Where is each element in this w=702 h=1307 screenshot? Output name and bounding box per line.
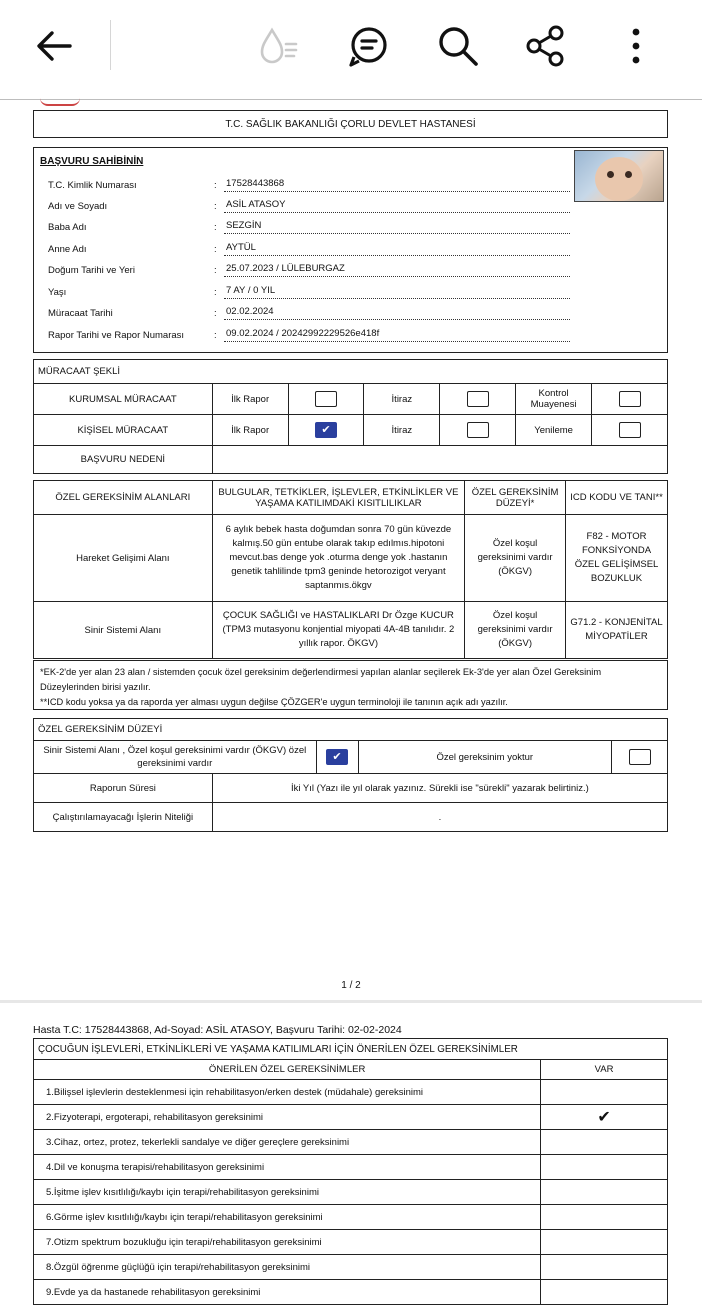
checkbox-objection-personal[interactable] [467, 422, 489, 438]
duration-value: İki Yıl (Yazı ile yıl olarak yazınız. Sürekli ise "sürekli" yazarak belirtiniz.) [212, 774, 667, 803]
needs-item-text: 6.Görme işlev kısıtlılığı/kaybı için terapi/rehabilitasyon gereksinimi [34, 1205, 541, 1230]
application-row-personal [34, 415, 668, 446]
needs-item-text: 8.Özgül öğrenme güçlüğü için terapi/rehabilitasyon gereksinimi [34, 1255, 541, 1280]
colon: : [214, 330, 217, 341]
applicant-row-mother [34, 242, 574, 260]
needs-item-row [34, 1155, 668, 1180]
need-level-option-1: Sinir Sistemi Alanı , Özel koşul gereksinimi vardır (ÖKGV) özel gereksinimi vardır [34, 741, 317, 774]
colon: : [214, 287, 217, 298]
applicant-section [33, 147, 668, 353]
needs-item-row [34, 1180, 668, 1205]
needs-area: Sinir Sistemi Alanı [34, 602, 213, 659]
colon: : [214, 308, 217, 319]
needs-findings: ÇOCUK SAĞLIĞI ve HASTALIKLARI Dr Özge KUCUR (TPM3 mutasyonu konjential miyopati 4A-4B tanılıdır. 2 yıllık rapor. ÖKGV) [212, 602, 465, 659]
applicant-row-report [34, 328, 574, 346]
applicant-value: 7 AY / 0 YIL [224, 285, 570, 299]
special-needs-table [33, 480, 668, 659]
applicant-label: Yaşı [48, 287, 67, 298]
needs-item-text: 4.Dil ve konuşma terapisi/rehabilitasyon gereksinimi [34, 1155, 541, 1180]
needs-item-row [34, 1130, 668, 1155]
applicant-label: Adı ve Soyadı [48, 201, 108, 212]
applicant-value: AYTÜL [224, 242, 570, 256]
more-options-icon[interactable] [612, 22, 660, 70]
col-needs-header: ÖNERİLEN ÖZEL GEREKSİNİMLER [34, 1060, 541, 1080]
colon: : [214, 201, 217, 212]
photo-eye [625, 171, 632, 178]
applicant-value: 25.07.2023 / LÜLEBURGAZ [224, 263, 570, 277]
needs-item-text: 9.Evde ya da hastanede rehabilitasyon gereksinimi [34, 1280, 541, 1305]
applicant-label: Müracaat Tarihi [48, 308, 113, 319]
header-area: ÖZEL GEREKSİNİM ALANLARI [34, 481, 213, 515]
needs-item-text: 7.Otizm spektrum bozukluğu için terapi/rehabilitasyon gereksinimi [34, 1230, 541, 1255]
applicant-row-father [34, 220, 574, 238]
needs-findings: 6 aylık bebek hasta doğumdan sonra 70 gün küvezde kalmış.50 gün entube olarak takıp edılmıs.hipotoni mevcut.bas denge yok .oturma denge yok .hastanın genetik tahlilinde tpm3 geninde hetorozigot veryant saptanmıs.ökgv [212, 515, 465, 602]
recommended-needs-table [33, 1038, 668, 1305]
colon: : [214, 244, 217, 255]
application-type-table [33, 359, 668, 474]
ai-assistant-icon[interactable] [344, 22, 392, 70]
checkbox-cell [612, 741, 668, 774]
photo-face [595, 157, 643, 201]
applicant-label: Anne Adı [48, 244, 87, 255]
needs-item-text: 1.Bilişsel işlevlerin desteklenmesi için rehabilitasyon/erken destek (müdahale) gereksinimi [34, 1080, 541, 1105]
option-label: İtiraz [364, 415, 440, 446]
applicant-value: 02.02.2024 [224, 306, 570, 320]
jobs-label: Çalıştırılamayacağı İşlerin Niteliği [34, 803, 213, 832]
checkbox-need-level-1[interactable]: ✔ [326, 749, 348, 765]
needs-level: Özel koşul gereksinimi vardır (ÖKGV) [465, 602, 566, 659]
application-kind: KURUMSAL MÜRACAAT [34, 384, 213, 415]
page-indicator: 1 / 2 [341, 980, 361, 991]
search-icon[interactable] [434, 22, 482, 70]
needs-item-row [34, 1080, 668, 1105]
application-reason-value [212, 446, 667, 474]
checkbox-cell [592, 415, 668, 446]
needs-item-text: 2.Fizyoterapi, ergoterapi, rehabilitasyon gereksinimi [34, 1105, 541, 1130]
need-level-option-2: Özel gereksinim yoktur [358, 741, 612, 774]
checkbox-first-report-institutional[interactable] [315, 391, 337, 407]
option-label: Yenileme [516, 415, 592, 446]
needs-item-mark [541, 1080, 668, 1105]
applicant-photo [574, 150, 664, 202]
needs-item-row [34, 1230, 668, 1255]
needs-item-mark [541, 1280, 668, 1305]
needs-row [34, 602, 668, 659]
applicant-row-birth [34, 263, 574, 281]
needs-item-text: 5.İşitme işlev kısıtlılığı/kaybı için terapi/rehabilitasyon gereksinimi [34, 1180, 541, 1205]
application-kind: KİŞİSEL MÜRACAAT [34, 415, 213, 446]
header-icd: ICD KODU VE TANI** [566, 481, 668, 515]
recommended-needs-title: ÇOCUĞUN İŞLEVLERİ, ETKİNLİKLERİ VE YAŞAMA KATILIMLARI İÇİN ÖNERİLEN ÖZEL GEREKSİNİMLER [34, 1039, 668, 1060]
applicant-value: 09.02.2024 / 20242992229526e418f [224, 328, 570, 342]
needs-item-mark [541, 1230, 668, 1255]
checkbox-cell [440, 384, 516, 415]
header-level: ÖZEL GEREKSİNİM DÜZEYİ* [465, 481, 566, 515]
header-findings: BULGULAR, TETKİKLER, İŞLEVLER, ETKİNLİKLER VE YAŞAMA KATILIMDAKİ KISITLILIKLAR [212, 481, 465, 515]
needs-row [34, 515, 668, 602]
needs-area: Hareket Gelişimi Alanı [34, 515, 213, 602]
colon: : [214, 265, 217, 276]
share-icon[interactable] [522, 22, 570, 70]
option-label: İlk Rapor [212, 384, 288, 415]
needs-icd: G71.2 - KONJENİTAL MİYOPATİLER [566, 602, 668, 659]
needs-item-mark [541, 1205, 668, 1230]
viewer-toolbar [0, 0, 702, 96]
needs-item-row [34, 1105, 668, 1130]
checkbox-cell [316, 741, 358, 774]
application-row-institutional [34, 384, 668, 415]
applicant-value: ASİL ATASOY [224, 199, 570, 213]
checkbox-renewal[interactable] [619, 422, 641, 438]
needs-item-row [34, 1280, 668, 1305]
hospital-title: T.C. SAĞLIK BAKANLIĞI ÇORLU DEVLET HASTANESİ [33, 110, 668, 138]
text-to-speech-icon[interactable] [254, 22, 302, 70]
need-level-table [33, 718, 668, 832]
checkbox-cell [288, 415, 364, 446]
footnote-2: **ICD kodu yoksa ya da raporda yer alması uygun değilse ÇÖZGER'e uygun terminoloji ile tanının açık adı yazılır. [40, 697, 508, 707]
option-label: İtiraz [364, 384, 440, 415]
checkbox-cell [440, 415, 516, 446]
applicant-label: Baba Adı [48, 222, 87, 233]
needs-level: Özel koşul gereksinimi vardır (ÖKGV) [465, 515, 566, 602]
jobs-value: . [212, 803, 667, 832]
application-reason-label: BAŞVURU NEDENİ [34, 446, 213, 474]
needs-item-text: 3.Cihaz, ortez, protez, tekerlekli sandalye ve diğer gereçlere gereksinimi [34, 1130, 541, 1155]
needs-item-mark: ✔ [541, 1105, 668, 1130]
application-type-title: MÜRACAAT ŞEKLİ [34, 360, 668, 384]
needs-item-row [34, 1255, 668, 1280]
patient-header-line: Hasta T.C: 17528443868, Ad-Soyad: ASİL ATASOY, Başvuru Tarihi: 02-02-2024 [33, 1024, 402, 1036]
photo-eye [607, 171, 614, 178]
footnote-1: *EK-2'de yer alan 23 alan / sistemden çocuk özel gereksinim değerlendirmesi yapılan alanlar seçilerek Ek-3'de yer alan Özel Gereksinim Düzeylerinden birisi yazılır. [40, 667, 602, 692]
needs-item-mark [541, 1255, 668, 1280]
toolbar-divider [110, 20, 111, 70]
checkbox-control-exam[interactable] [619, 391, 641, 407]
back-arrow-icon[interactable] [30, 22, 78, 70]
applicant-row-age [34, 285, 574, 303]
duration-label: Raporun Süresi [34, 774, 213, 803]
needs-icd: F82 - MOTOR FONKSİYONDA ÖZEL GELİŞİMSEL BOZUKLUK [566, 515, 668, 602]
need-level-title: ÖZEL GEREKSİNİM DÜZEYİ [34, 719, 668, 741]
checkbox-cell [592, 384, 668, 415]
ministry-logo [40, 98, 80, 106]
applicant-label: Doğum Tarihi ve Yeri [48, 265, 135, 276]
checkbox-need-level-none[interactable] [629, 749, 651, 765]
needs-item-mark [541, 1130, 668, 1155]
col-has-header: VAR [541, 1060, 668, 1080]
applicant-value: SEZGİN [224, 220, 570, 234]
document-page-2 [0, 1003, 702, 1307]
checkbox-first-report-personal[interactable]: ✔ [315, 422, 337, 438]
needs-item-row [34, 1205, 668, 1230]
footnotes [33, 660, 668, 710]
option-label: Kontrol Muayenesi [516, 384, 592, 415]
applicant-row-application-date [34, 306, 574, 324]
applicant-row-name [34, 199, 574, 217]
applicant-label: T.C. Kimlik Numarası [48, 180, 137, 191]
colon: : [214, 180, 217, 191]
checkbox-objection-institutional[interactable] [467, 391, 489, 407]
option-label: İlk Rapor [212, 415, 288, 446]
applicant-row-id [34, 178, 574, 196]
needs-item-mark [541, 1180, 668, 1205]
document-page-1 [0, 100, 702, 1000]
applicant-section-title: BAŞVURU SAHİBİNİN [40, 156, 144, 167]
applicant-label: Rapor Tarihi ve Rapor Numarası [48, 330, 185, 341]
applicant-value: 17528443868 [224, 178, 570, 192]
checkbox-cell [288, 384, 364, 415]
colon: : [214, 222, 217, 233]
needs-item-mark [541, 1155, 668, 1180]
